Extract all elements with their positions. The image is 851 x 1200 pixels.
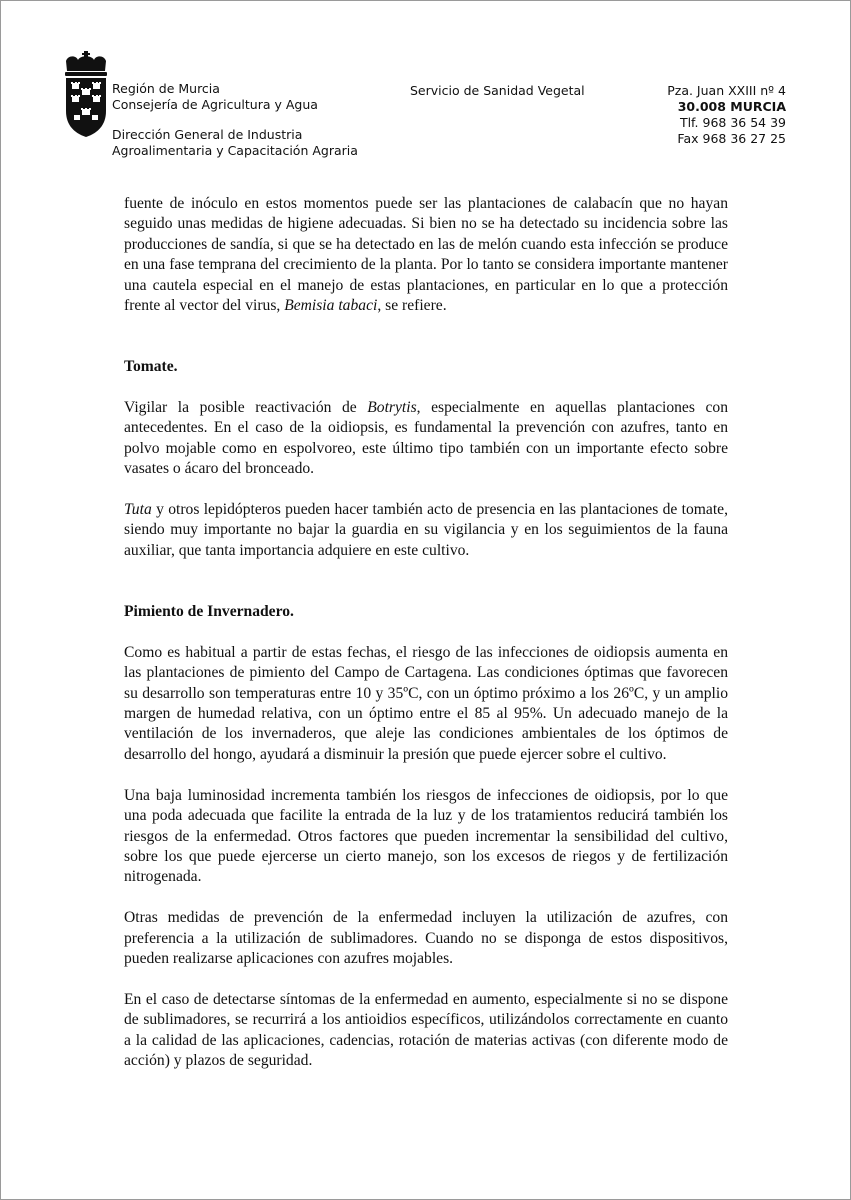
tomate-paragraph-1	[124, 398, 728, 480]
header-contact	[667, 83, 786, 147]
region-murcia-crest-icon	[61, 49, 111, 141]
address: Pza. Juan XXIII nº 4	[667, 83, 786, 98]
tomate-p1-text-b: , especialmente en aquellas plantaciones con antecedentes. En el caso de la oidiopsis, es fundamental la prevención con azufres, tanto en polvo mojable como en espolvoreo, este último tipo también con un importante efecto sobre vasates o ácaro del bronceado.	[124, 399, 728, 478]
pimiento-paragraph-3: Otras medidas de prevención de la enfermedad incluyen la utilización de azufres, con preferencia a la utilización de sublimadores. Cuando no se disponga de estos dispositivos, pueden realizarse aplicaciones con azufres mojables.	[124, 909, 728, 967]
intro-text-b: , se refiere.	[377, 297, 447, 315]
header-service	[410, 83, 585, 99]
pimiento-heading: Pimiento de Invernadero.	[124, 603, 294, 621]
pimiento-paragraph-1: Como es habitual a partir de estas fechas, el riesgo de las infecciones de oidiopsis aumenta en las plantaciones de pimiento del Campo de Cartagena. Las condiciones óptimas que favorecen su desarrollo son temperaturas entre 10 y 35ºC, con un óptimo próximo a los 26ºC, y un amplio margen de humedad relativa, con un óptimo entre el 85 al 95%. Un adecuado manejo de la ventilación de los invernaderos, que aleje las condiciones ambientales de los óptimos de desarrollo del hongo, ayudará a disminuir la presión que puede ejercer sobre el cultivo.	[124, 643, 728, 763]
tomate-p1-text-a: Vigilar la posible reactivación de	[124, 399, 368, 417]
intro-paragraph	[124, 194, 728, 316]
directorate-line-1: Dirección General de Industria	[112, 127, 303, 142]
tomate-p1-italic: Botrytis	[367, 399, 417, 417]
region-name: Región de Murcia	[112, 81, 220, 96]
service-name: Servicio de Sanidad Vegetal	[410, 83, 585, 98]
pimiento-paragraph-2: Una baja luminosidad incrementa también los riesgos de infecciones de oidiopsis, por lo que una poda adecuada que facilite la entrada de la luz y de los tratamientos reducirá también los riesgos de la enfermedad. Otros factores que pueden incrementar la sensibilidad del cultivo, sobre los que puede ejercerse un cierto manejo, son los excesos de riegos y de fertilización nitrogenada.	[124, 786, 728, 886]
pimiento-paragraph-4: En el caso de detectarse síntomas de la enfermedad en aumento, especialmente si no se dispone de sublimadores, se recurrirá a los antioidios específicos, utilizándolos correctamente en cuanto a la calidad de las aplicaciones, cadencias, rotación de materias activas (con diferente modo de acción) y plazos de seguridad.	[124, 990, 728, 1069]
tomate-p2-text-b: y otros lepidópteros pueden hacer también acto de presencia en las plantaciones de tomate, siendo muy importante no bajar la guardia en su vigilancia y en los seguimientos de la fauna auxiliar, que tanta importancia adquiere en este cultivo.	[124, 501, 728, 559]
document-body	[124, 194, 728, 1071]
tomate-heading: Tomate.	[124, 358, 178, 376]
phone: Tlf. 968 36 54 39	[679, 115, 786, 130]
city: 30.008 MURCIA	[677, 99, 786, 114]
fax: Fax 968 36 27 25	[677, 131, 786, 146]
intro-text-a: fuente de inóculo en estos momentos puede ser las plantaciones de calabacín que no hayan seguido unas medidas de higiene adecuadas. Si bien no se ha detectado su incidencia sobre las producciones de sandía, si que se ha detectado en las de melón cuando esta infección se produce en una fase temprana del crecimiento de la planta. Por lo tanto se considera importante mantener una cautela especial en el manejo de estas plantaciones, en particular en lo que a protección frente al vector del virus,	[124, 195, 728, 315]
tomate-paragraph-2	[124, 500, 728, 561]
tomate-p2-italic: Tuta	[124, 501, 152, 519]
ministry-name: Consejería de Agricultura y Agua	[112, 97, 318, 112]
header-organization	[112, 81, 358, 159]
directorate-line-2: Agroalimentaria y Capacitación Agraria	[112, 143, 358, 158]
intro-species: Bemisia tabaci	[284, 297, 378, 315]
